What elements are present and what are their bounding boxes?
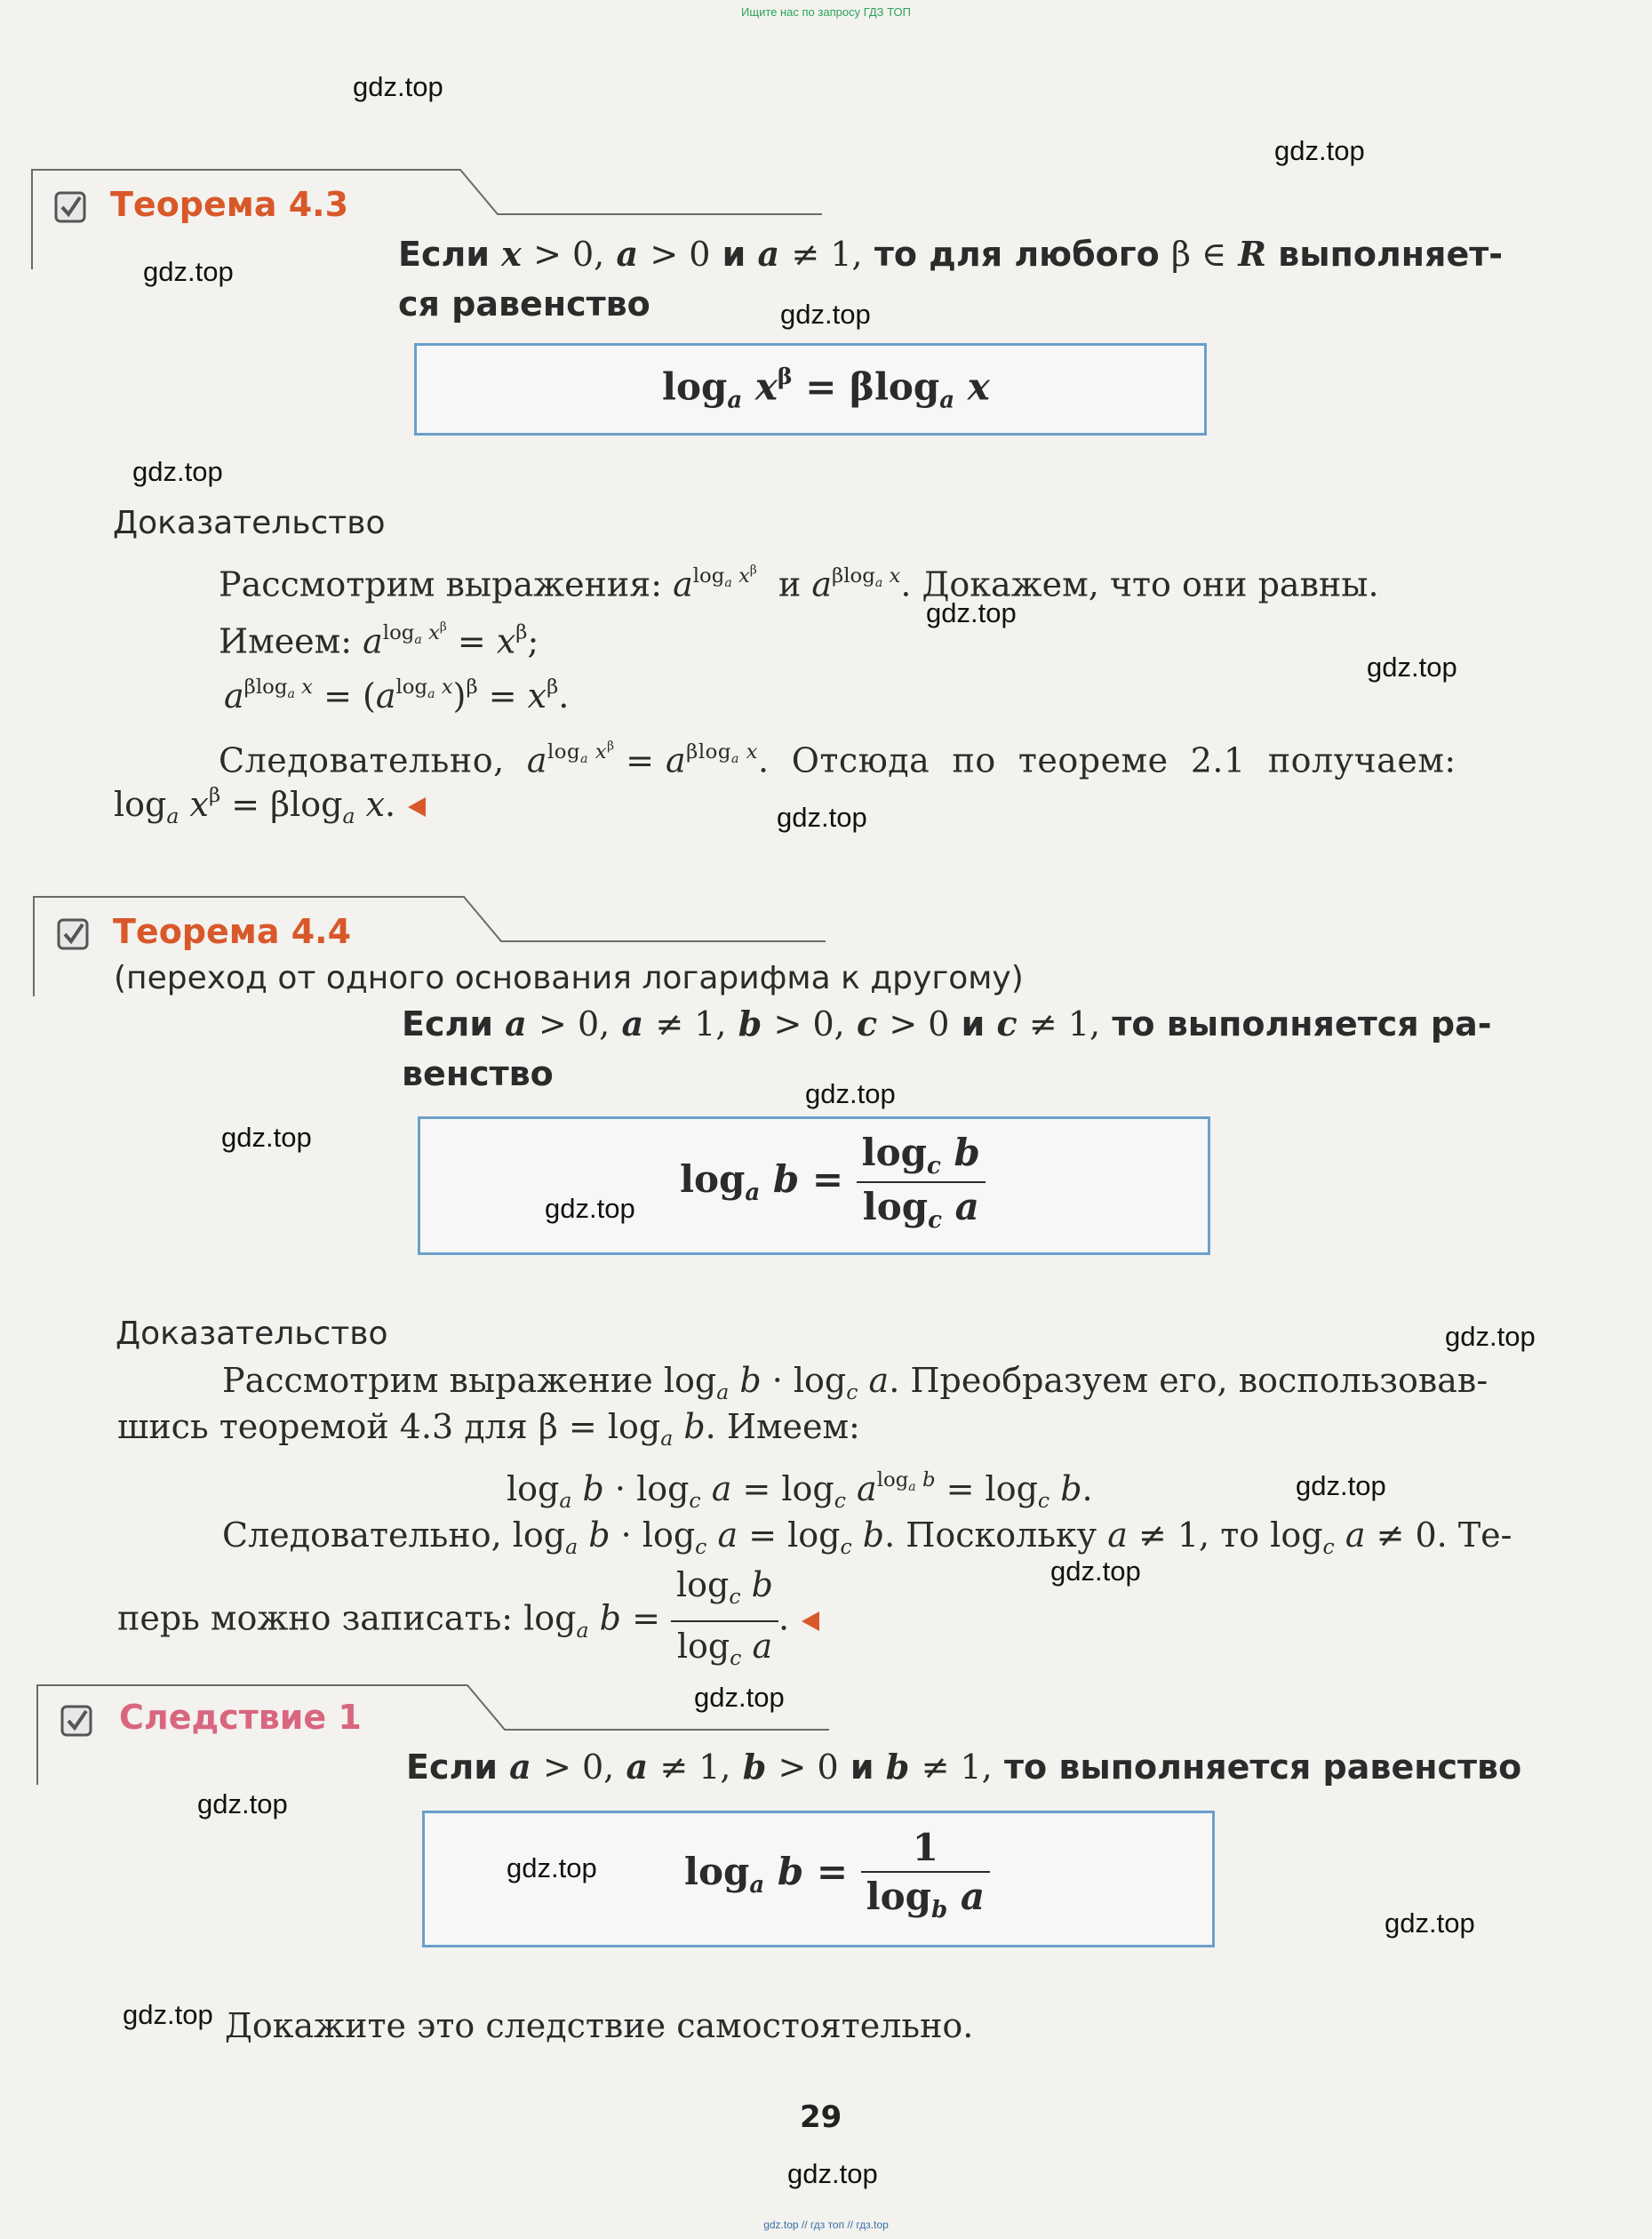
checkbox-icon (60, 1704, 93, 1738)
theorem-43-proof-line1: Рассмотрим выражения: $a^{log_a x^\beta}$ и $a^{\beta log_a x}$. Докажем, что они равны. (219, 563, 1379, 604)
theorem-44-proof-line1: Рассмотрим выражение $\log_a b \cdot \log_c a$. Преобразуем его, воспользовав- (222, 1361, 1488, 1405)
watermark: gdz.top (353, 71, 443, 102)
theorem-43-title: Теорема 4.3 (110, 185, 349, 224)
footer-note: gdz.top // гдз топ // гдз.top (763, 2219, 889, 2231)
watermark: gdz.top (805, 1078, 896, 1109)
theorem-44-subtitle: (переход от одного основания логарифма к другому) (114, 960, 1024, 996)
theorem-43-formula: $\log_a x^\beta = \beta\log_a$ x (662, 363, 990, 414)
watermark: gdz.top (132, 456, 223, 487)
watermark: gdz.top (1445, 1321, 1536, 1352)
end-of-proof-icon (802, 1611, 819, 1631)
theorem-43-proof-heading: Доказательство (113, 505, 386, 541)
watermark: gdz.top (780, 299, 871, 330)
theorem-43-statement (398, 229, 1553, 329)
theorem-44-proof-line5: перь можно записать: $\log_a b$ = $\frac{\log_c b}{\log_c a}$ . (117, 1563, 819, 1680)
end-of-proof-icon (408, 797, 426, 817)
watermark: gdz.top (926, 597, 1017, 628)
theorem-43-proof-line2: Имеем: $a^{log_a x^\beta} = x^\beta$; (219, 620, 539, 661)
watermark: gdz.top (1296, 1470, 1386, 1501)
watermark: gdz.top (787, 2158, 878, 2189)
theorem-44-formula: $\log_a b$ = $\frac{\log_c b}{\log_c a}$ (680, 1131, 986, 1234)
watermark: gdz.top (1385, 1907, 1475, 1939)
watermark: gdz.top (143, 256, 234, 287)
theorem-44-proof-line2: шись теоремой 4.3 для $\beta = \log_a b$. Имеем: (117, 1407, 860, 1451)
theorem-44-proof-line3: $\log_a b \cdot \log_c a = \log_c a^{log_a b} = \log_c b$. (507, 1468, 1093, 1514)
corollary-1-task: Докажите это следствие самостоятельно. (225, 2006, 974, 2045)
watermark: gdz.top (1050, 1555, 1141, 1587)
watermark: gdz.top (1274, 135, 1365, 166)
watermark: gdz.top (1367, 652, 1457, 683)
checkbox-icon (53, 190, 87, 224)
watermark: gdz.top (507, 1852, 597, 1883)
theorem-43-proof-line4: Следовательно, $a^{log_a x^\beta} = a^{\beta log_a x}$. Отсюда по теореме 2.1 получаем: (219, 739, 1456, 780)
theorem-43-proof-line3: $a^{\beta log_a x} = (a^{log_a x})^\beta = x^\beta$. (224, 676, 570, 716)
page-number: 29 (800, 2099, 842, 2135)
theorem-44-title: Теорема 4.4 (113, 912, 352, 951)
theorem-44-proof-heading: Доказательство (116, 1315, 388, 1352)
header-note: Ищите нас по запросу ГДЗ ТОП (741, 5, 911, 19)
checkbox-icon (56, 917, 90, 951)
theorem-44-statement (402, 999, 1557, 1099)
watermark: gdz.top (221, 1122, 312, 1153)
corollary-1-title: Следствие 1 (119, 1698, 362, 1737)
theorem-43-proof-line5: $\log_a x^\beta = \beta\log_a$ x. (114, 773, 426, 838)
watermark: gdz.top (197, 1788, 288, 1819)
watermark: gdz.top (694, 1682, 785, 1713)
watermark: gdz.top (123, 1999, 213, 2030)
corollary-1-statement: Если a > 0, a ≠ 1, b > 0 и b ≠ 1, то выполняется равенство (406, 1747, 1522, 1787)
theorem-44-proof-line4: Следовательно, $\log_a b \cdot \log_c a = \log_c b$. Поскольку a ≠ 1, то $\log_c a \ne 0$. Те- (222, 1515, 1512, 1560)
watermark: gdz.top (777, 802, 867, 833)
theorem-43-statement-line1: Если x > 0, a > 0 и a ≠ 1, то для любого β ∈ R выполняет- (398, 234, 1504, 274)
watermark: gdz.top (545, 1193, 635, 1224)
corollary-1-formula: $\log_a b$ = $\frac{1}{\log_b a}$ (684, 1826, 990, 1923)
theorem-44-statement-line1: Если a > 0, a ≠ 1, b > 0, c > 0 и c ≠ 1, то выполняется ра- (402, 1004, 1492, 1044)
theorem-44-statement-line2: венство (402, 1054, 554, 1093)
theorem-43-statement-line2: ся равенство (398, 284, 650, 324)
